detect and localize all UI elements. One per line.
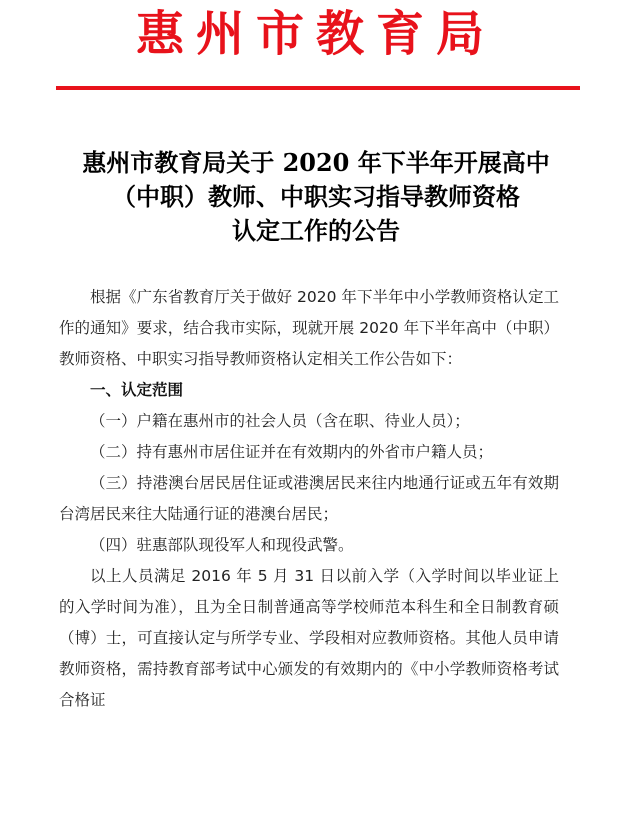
eligibility-paragraph: 以上人员满足 2016 年 5 月 31 日以前入学（入学时间以毕业证上的入学时间为准），且为全日制普通高等学校师范本科生和全日制教育硕（博）士，可直接认定与所学专业、学段相对应教师资格。其他人员申请教师资格，需持教育部考试中心颁发的有效期内的《中小学教师资格考试合格证 bbox=[59, 567, 559, 709]
document-title bbox=[40, 146, 592, 248]
document-body bbox=[59, 282, 559, 716]
scope-item-4: （四）驻惠部队现役军人和现役武警。 bbox=[90, 536, 354, 554]
section-heading-scope: 一、认定范围 bbox=[90, 381, 184, 399]
scope-item-2: （二）持有惠州市居住证并在有效期内的外省市户籍人员； bbox=[90, 443, 494, 461]
scope-item-1: （一）户籍在惠州市的社会人员（含在职、待业人员）； bbox=[90, 412, 470, 430]
scope-item-3: （三）持港澳台居民居住证或港澳居民来往内地通行证或五年有效期台湾居民来往大陆通行证的港澳台居民； bbox=[59, 474, 559, 523]
title-line-2: （中职）教师、中职实习指导教师资格 bbox=[112, 182, 520, 211]
intro-paragraph: 根据《广东省教育厅关于做好 2020 年下半年中小学教师资格认定工作的通知》要求，结合我市实际，现就开展 2020 年下半年高中（中职）教师资格、中职实习指导教师资格认定相关工作公告如下： bbox=[59, 288, 559, 368]
title-line-3: 认定工作的公告 bbox=[232, 216, 400, 245]
header-red-rule bbox=[56, 86, 580, 90]
title-line-1: 惠州市教育局关于 2020 年下半年开展高中 bbox=[82, 148, 550, 177]
agency-header: 惠州市教育局 bbox=[135, 6, 496, 62]
